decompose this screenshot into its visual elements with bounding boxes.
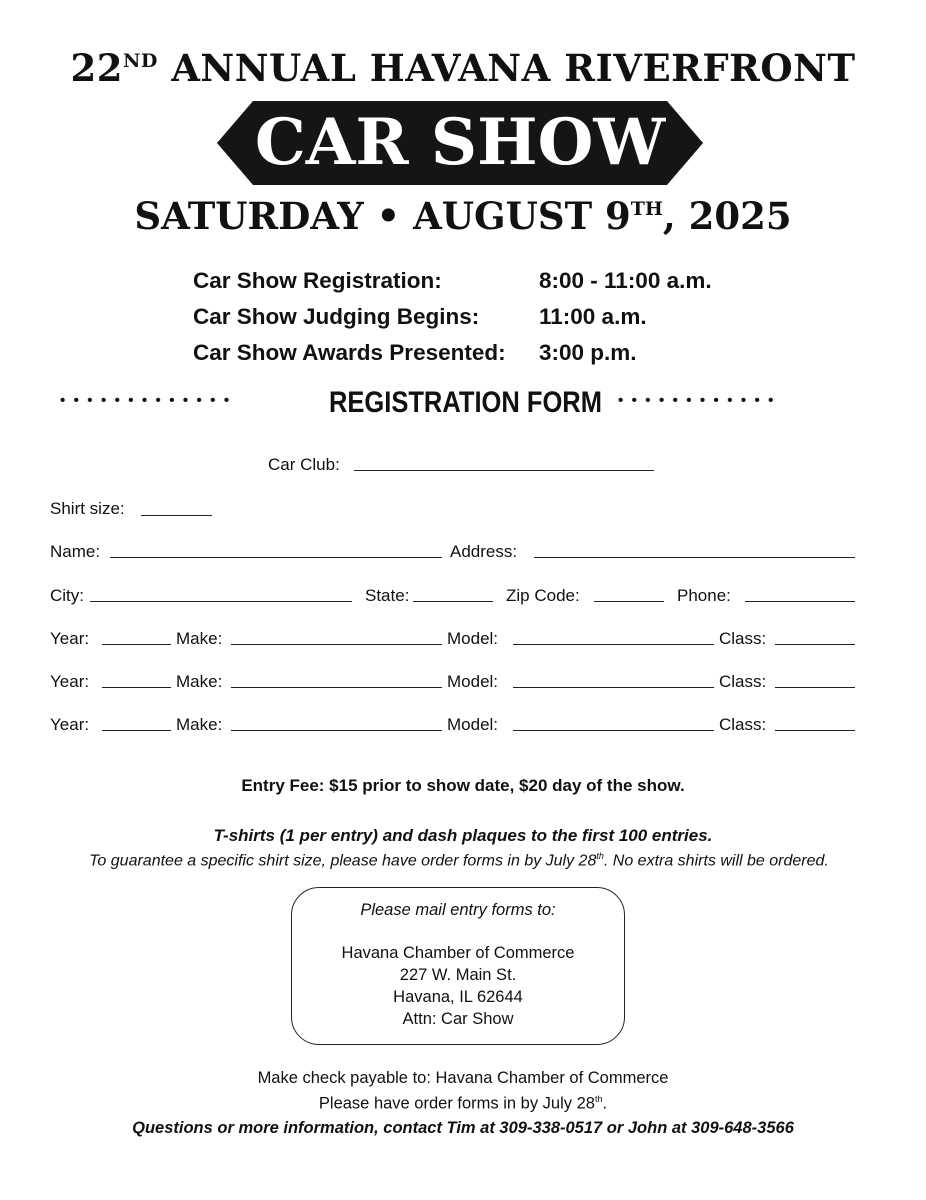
vehicle-2-model-field[interactable] — [513, 687, 714, 688]
address-label: Address: — [450, 542, 518, 561]
tshirts-text: T-shirts (1 per entry) and dash plaques to the first 100 entries. — [213, 826, 713, 845]
city-label: City: — [50, 586, 84, 605]
vehicle-3-year-field[interactable] — [102, 730, 171, 731]
vehicle-2-class-label: Class: — [719, 672, 767, 691]
zip-code-field[interactable] — [594, 601, 664, 602]
schedule-time-registration: 8:00 - 11:00 a.m. — [539, 268, 712, 293]
vehicle-3-make-field[interactable] — [231, 730, 442, 731]
vehicle-3-class-label: Class: — [719, 715, 767, 734]
vehicle-1-model-label: Model: — [447, 629, 499, 648]
phone-label: Phone: — [677, 586, 731, 605]
vehicle-1-class-label: Class: — [719, 629, 767, 648]
contact-info-text: Questions or more information, contact Tim at 309-338-0517 or John at 309-648-3566 — [132, 1119, 794, 1137]
event-date: SATURDAY • AUGUST 9TH, 2025 — [134, 194, 792, 238]
vehicle-1-class-field[interactable] — [775, 644, 855, 645]
vehicle-3-class-field[interactable] — [775, 730, 855, 731]
entry-fee-text: Entry Fee: $15 prior to show date, $20 day of the show. — [241, 776, 685, 795]
zip-code-label: Zip Code: — [506, 586, 580, 605]
address-field[interactable] — [534, 557, 855, 558]
vehicle-3-model-label: Model: — [447, 715, 499, 734]
order-deadline-text: Please have order forms in by July 28th. — [318, 1094, 608, 1113]
mail-heading: Please mail entry forms to: — [360, 901, 556, 919]
name-field[interactable] — [110, 557, 442, 558]
state-label: State: — [365, 586, 410, 605]
vehicle-3-model-field[interactable] — [513, 730, 714, 731]
mail-attn: Attn: Car Show — [402, 1010, 514, 1028]
vehicle-1-make-label: Make: — [176, 629, 223, 648]
schedule-label-awards: Car Show Awards Presented: — [193, 340, 506, 365]
mail-org: Havana Chamber of Commerce — [341, 944, 575, 962]
guarantee-suffix: th — [596, 851, 604, 861]
vehicle-2-model-label: Model: — [447, 672, 499, 691]
banner-title: CAR SHOW — [254, 105, 666, 180]
vehicle-3-make-label: Make: — [176, 715, 223, 734]
order-suffix: th — [594, 1094, 603, 1104]
city-field[interactable] — [90, 601, 352, 602]
mail-city: Havana, IL 62644 — [393, 988, 523, 1006]
vehicle-1-make-field[interactable] — [231, 644, 442, 645]
vehicle-2-make-label: Make: — [176, 672, 223, 691]
vehicle-2-year-label: Year: — [50, 672, 90, 691]
phone-field[interactable] — [745, 601, 855, 602]
car-club-label: Car Club: — [268, 455, 340, 474]
name-label: Name: — [50, 542, 101, 561]
edition-suffix: ND — [122, 50, 158, 72]
schedule-time-awards: 3:00 p.m. — [539, 340, 637, 365]
vehicle-3-year-label: Year: — [50, 715, 90, 734]
vehicle-1-year-label: Year: — [50, 629, 90, 648]
state-field[interactable] — [413, 601, 493, 602]
vehicle-2-year-field[interactable] — [102, 687, 171, 688]
mail-street: 227 W. Main St. — [399, 966, 517, 984]
schedule-label-registration: Car Show Registration: — [193, 268, 442, 293]
event-title: 22ND ANNUAL HAVANA RIVERFRONT — [70, 46, 856, 90]
date-suffix: TH — [630, 198, 663, 220]
shirt-size-label: Shirt size: — [50, 499, 125, 518]
shirt-guarantee-text: To guarantee a specific shirt size, please have order forms in by July 28th. No extra shirts will be ordered. — [89, 851, 829, 870]
schedule-time-judging: 11:00 a.m. — [539, 304, 647, 329]
car-club-field[interactable] — [354, 470, 654, 471]
vehicle-2-make-field[interactable] — [231, 687, 442, 688]
registration-form-title: REGISTRATION FORM — [329, 386, 602, 419]
check-payable-text: Make check payable to: Havana Chamber of Commerce — [257, 1069, 669, 1087]
vehicle-1-model-field[interactable] — [513, 644, 714, 645]
shirt-size-field[interactable] — [141, 515, 212, 516]
vehicle-2-class-field[interactable] — [775, 687, 855, 688]
dot-divider-right: •••••••••••• — [618, 392, 782, 409]
vehicle-1-year-field[interactable] — [102, 644, 171, 645]
schedule-label-judging: Car Show Judging Begins: — [193, 304, 480, 329]
dot-divider-left: ••••••••••••• — [60, 392, 238, 409]
